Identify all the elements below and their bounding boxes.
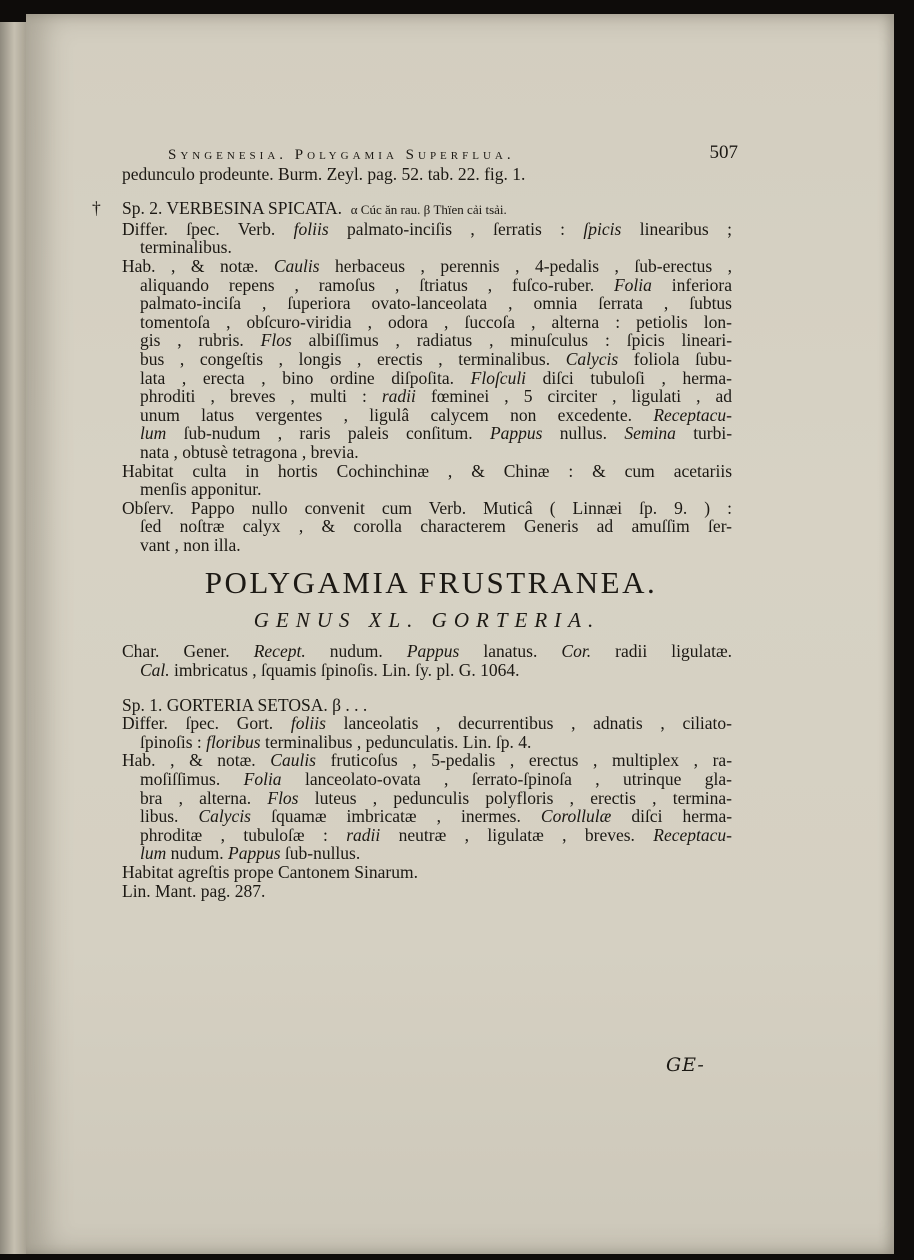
text-line: Obſerv. Pappo nullo convenit cum Verb. Muticâ ( Linnæi ſp. 9. ) : bbox=[122, 497, 732, 518]
text-line: Hab. , & notæ. Caulis fruticoſus , 5-pedalis , erectus , multiplex , ra- bbox=[122, 750, 733, 771]
section-heading: POLYGAMIA FRUSTRANEA. bbox=[204, 565, 658, 601]
dagger-mark: † bbox=[92, 198, 101, 219]
text-line: ſpinoſis : floribus terminalibus , pedunculatis. Lin. ſp. 4. bbox=[140, 731, 532, 752]
text-line: Hab. , & notæ. Caulis herbaceus , perennis , 4-pedalis , ſub-erectus , bbox=[122, 255, 733, 276]
text-line: gis , rubris. Flos albiſſimus , radiatus , minuſculus : ſpicis lineari- bbox=[140, 330, 733, 351]
text-line: lum ſub-nudum , raris paleis conſitum. Pappus nullus. Semina turbi- bbox=[140, 423, 733, 444]
text-line: nata , obtusè tetragona , brevia. bbox=[140, 441, 359, 462]
text-line: moſiſſimus. Folia lanceolato-ovata , ſerrato-ſpinoſa , utrinque gla- bbox=[140, 769, 732, 790]
text-line: libus. Calycis ſquamæ imbricatæ , inermes. Corollulæ diſci herma- bbox=[140, 806, 733, 827]
text-line: tomentoſa , obſcuro-viridia , odora , ſuccoſa , alterna : petiolis lon- bbox=[140, 311, 732, 332]
text-line: pedunculo prodeunte. Burm. Zeyl. pag. 52. tab. 22. fig. 1. bbox=[122, 163, 526, 184]
page-text bbox=[92, 142, 738, 901]
running-title: Syngenesia. Polygamia Superflua. bbox=[168, 147, 515, 163]
catchword: GE- bbox=[666, 1054, 705, 1076]
text-line: Habitat agreſtis prope Cantonem Sinarum. bbox=[122, 862, 418, 882]
vernacular-names: α Cúc ăn rau. β Thïen cải tsải. bbox=[350, 202, 507, 218]
text-line: palmato-inciſa , ſuperiora ovato-lanceolata , omnia ſerrata , ſubtus bbox=[140, 293, 732, 314]
species-heading: † Sp. 2. VERBESINA SPICATA. α Cúc ăn rau. β Thïen cải tsải. bbox=[92, 198, 507, 219]
text-line: lata , erecta , bino ordine diſpoſita. Floſculi diſci tubuloſi , herma- bbox=[140, 367, 733, 388]
text-line: Differ. ſpec. Verb. foliis palmato-inciſis , ſerratis : ſpicis linearibus ; bbox=[122, 218, 732, 239]
text-line: Cal. imbricatus , ſquamis ſpinoſis. Lin. ſy. pl. G. 1064. bbox=[140, 660, 520, 681]
previous-page-edge bbox=[0, 22, 28, 1254]
text-line: Char. Gener. Recept. nudum. Pappus lanatus. Cor. radii ligulatæ. bbox=[122, 641, 733, 662]
text-line: vant , non illa. bbox=[140, 534, 241, 555]
text-line: phroditæ , tubuloſæ : radii neutræ , ligulatæ , breves. Receptacu- bbox=[140, 824, 732, 845]
text-line: bra , alterna. Flos luteus , pedunculis polyfloris , erectis , termina- bbox=[140, 787, 733, 808]
text-line: Differ. ſpec. Gort. foliis lanceolatis , decurrentibus , adnatis , ciliato- bbox=[122, 713, 732, 734]
running-header bbox=[168, 142, 738, 165]
species-heading: Sp. 1. GORTERIA SETOSA. β . . . bbox=[122, 694, 368, 715]
genus-heading: GENUS XL. GORTERIA. bbox=[253, 608, 601, 633]
text-line: bus , congeſtis , longis , erectis , terminalibus. Calycis foliola ſubu- bbox=[140, 348, 733, 369]
text-line: lum nudum. Pappus ſub-nullus. bbox=[140, 843, 361, 864]
text-line: ſed noſtræ calyx , & corolla characterem Generis ad amuſſim ſer- bbox=[140, 516, 732, 537]
text-line: Habitat culta in hortis Cochinchinæ , & Chinæ : & cum acetariis bbox=[122, 460, 732, 481]
text-line: phroditi , breves , multi : radii fœminei , 5 circiter , ligulati , ad bbox=[140, 386, 733, 407]
text-line: unum latus vergentes , ligulâ calycem non excedente. Receptacu- bbox=[140, 404, 733, 425]
book-page bbox=[26, 14, 894, 1254]
page-number: 507 bbox=[709, 142, 738, 163]
text-line: terminalibus. bbox=[140, 237, 232, 258]
text-line: Lin. Mant. pag. 287. bbox=[122, 880, 266, 901]
text-line: aliquando repens , ramoſus , ſtriatus , fuſco-ruber. Folia inferiora bbox=[140, 274, 733, 295]
text-line: menſis apponitur. bbox=[140, 479, 262, 500]
